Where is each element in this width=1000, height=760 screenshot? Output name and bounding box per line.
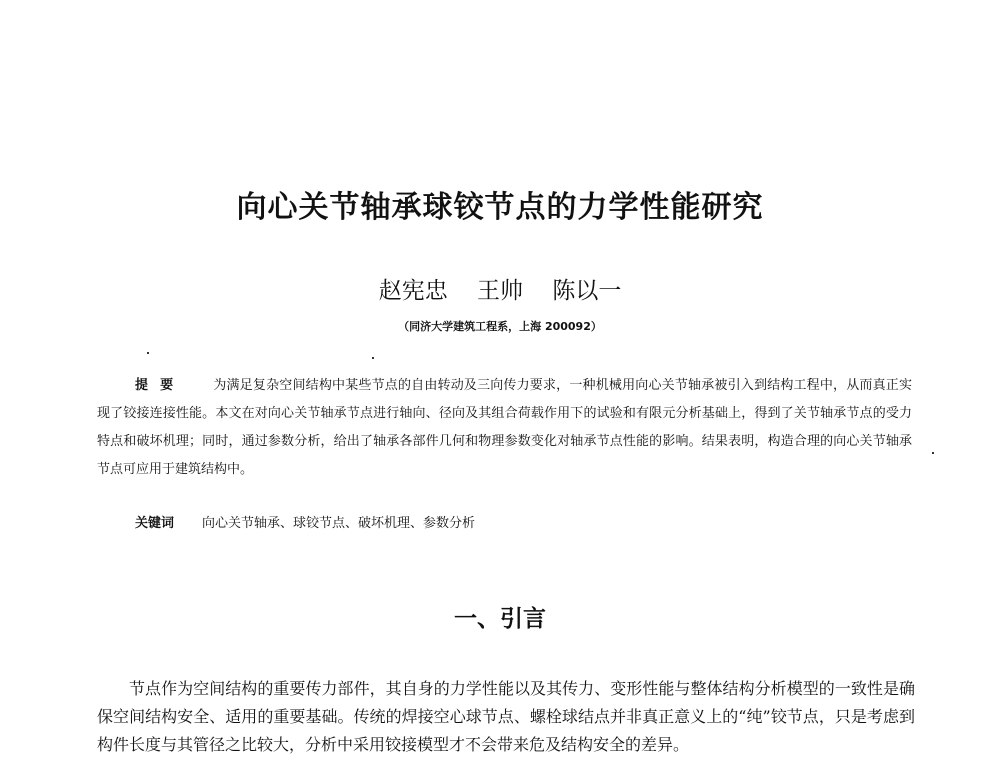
author-name: 赵宪忠 [378, 278, 448, 304]
abstract-label: 提要 [135, 378, 186, 393]
scan-speck [932, 452, 934, 454]
intro-paragraph-block [97, 675, 915, 759]
author-name: 陈以一 [552, 278, 622, 304]
scan-speck [147, 352, 149, 354]
author-affiliation: （同济大学建筑工程系，上海 200092） [398, 320, 602, 333]
author-list [0, 272, 1000, 305]
scan-speck [372, 357, 374, 359]
abstract-block [97, 372, 912, 484]
intro-paragraph: 节点作为空间结构的重要传力部件，其自身的力学性能以及其传力、变形性能与整体结构分析模型的一致性是确保空间结构安全、适用的重要基础。传统的焊接空心球节点、螺栓球结点并非真正意义上的“纯”铰节点，只是考虑到构件长度与其管径之比较大，分析中采用铰接模型才不会带来危及结构安全的差异。 [97, 679, 915, 754]
author-name: 王帅 [477, 278, 523, 304]
abstract-text: 为满足复杂空间结构中某些节点的自由转动及三向传力要求，一种机械用向心关节轴承被引入到结构工程中，从而真正实现了铰接连接性能。本文在对向心关节轴承节点进行轴向、径向及其组合荷载作用下的试验和有限元分析基础上，得到了关节轴承节点的受力特点和破坏机理；同时，通过参数分析，给出了轴承各部件几何和物理参数变化对轴承节点性能的影响。结果表明，构造合理的向心关节轴承节点可应用于建筑结构中。 [97, 378, 912, 477]
paper-title: 向心关节轴承球铰节点的力学性能研究 [236, 190, 764, 225]
keywords-block [135, 512, 475, 531]
keywords-label: 关键词 [135, 516, 175, 531]
section-heading: 一、引言 [454, 606, 546, 632]
keywords-text: 向心关节轴承、球铰节点、破坏机理、参数分析 [202, 516, 476, 531]
